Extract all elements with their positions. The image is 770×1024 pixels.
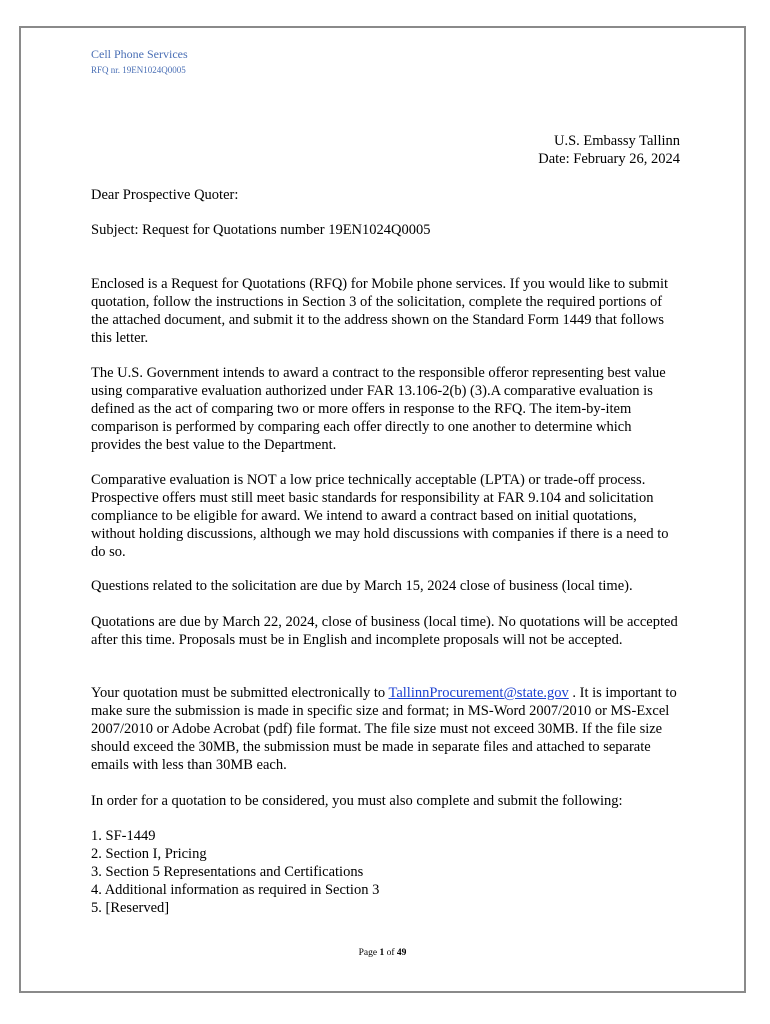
page-footer	[21, 948, 744, 958]
list-item: 3. Section 5 Representations and Certifications	[91, 864, 364, 880]
footer-page-word: Page	[358, 948, 380, 958]
header-title: Cell Phone Services	[91, 47, 188, 61]
submission-text-after: . It is important to make sure the submission is made in specific size and format; in MS-Word 2007/2010 or MS-Excel 2007/2010 or Adobe Acrobat (pdf) file format. The file size must not exceed 30MB. If the file size should exceed the 30MB, the submission must be made in separate files and attached to separate emails with less than 30MB each.	[91, 685, 677, 773]
address-date: Date: February 26, 2024	[538, 151, 680, 167]
paragraph-requirements-intro: In order for a quotation to be considered, you must also complete and submit the following:	[91, 793, 623, 809]
list-item: 5. [Reserved]	[91, 900, 170, 916]
address-block	[538, 132, 680, 168]
list-item: 2. Section I, Pricing	[91, 846, 207, 862]
subject-line: Subject: Request for Quotations number 19EN1024Q0005	[91, 222, 431, 238]
document-page	[19, 26, 746, 993]
paragraph-award-basis: The U.S. Government intends to award a contract to the responsible offeror representing best value using comparative evaluation authorized under FAR 13.106-2(b) (3).A comparative evaluation is defined as the act of comparing two or more offers in response to the RFQ. The item-by-item comparison is performed by comparing each offer directly to one another to determine which provides the best value to the Department.	[91, 365, 666, 453]
footer-current-page: 1	[379, 948, 385, 958]
submission-text-before: Your quotation must be submitted electronically to	[91, 685, 389, 701]
footer-total-pages: 49	[396, 948, 407, 958]
paragraph-submission	[91, 684, 681, 774]
paragraph-quotations-due: Quotations are due by March 22, 2024, close of business (local time). No quotations will be accepted after this time. Proposals must be in English and incomplete proposals will not be accepted.	[91, 614, 678, 648]
list-item: 1. SF-1449	[91, 828, 156, 844]
footer-of-word: of	[384, 948, 397, 958]
requirements-list	[91, 827, 681, 917]
salutation: Dear Prospective Quoter:	[91, 187, 239, 203]
paragraph-questions-due: Questions related to the solicitation are due by March 15, 2024 close of business (local time).	[91, 578, 633, 594]
header-rfq-number: RFQ nr. 19EN1024Q0005	[91, 65, 186, 75]
procurement-email-link[interactable]: TallinnProcurement@state.gov	[388, 685, 569, 701]
paragraph-rfq-intro: Enclosed is a Request for Quotations (RFQ) for Mobile phone services. If you would like to submit quotation, follow the instructions in Section 3 of the solicitation, complete the required portions of the attached document, and submit it to the address shown on the Standard Form 1449 that follows this letter.	[91, 276, 669, 346]
paragraph-comparative-evaluation: Comparative evaluation is NOT a low price technically acceptable (LPTA) or trade-off process. Prospective offers must still meet basic standards for responsibility at FAR 9.104 and solicitation compliance to be eligible for award. We intend to award a contract based on initial quotations, without holding discussions, although we may hold discussions with companies if there is a need to do so.	[91, 472, 669, 560]
list-item: 4. Additional information as required in Section 3	[91, 882, 380, 898]
address-org: U.S. Embassy Tallinn	[554, 133, 680, 149]
